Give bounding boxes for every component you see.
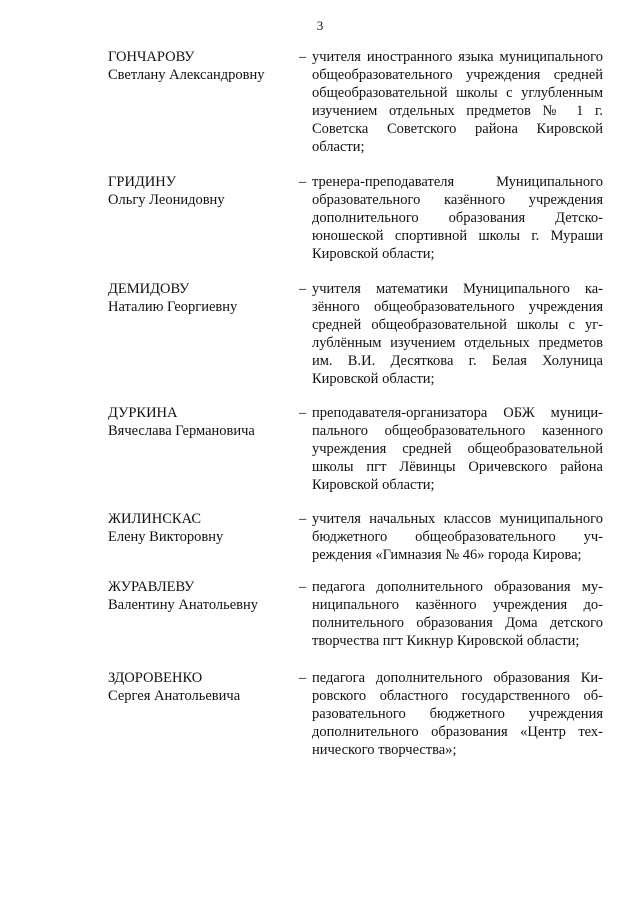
dash-separator: – — [299, 670, 307, 686]
given-names: Сергея Анатольевича — [108, 688, 241, 704]
given-names: Вячеслава Германовича — [108, 423, 255, 439]
position-description: тренера-преподавателя Муниципального образовательного казённого учреждения дополнительного образования Детско-юношеской спортивной школы г. Мураши Кировской области; — [312, 174, 603, 262]
position-description: педагога дополнительного образования Кировского областного государственного образовательного бюджетного учреждения дополнительного образования «Центр технического творчества»; — [312, 670, 603, 758]
position-description: учителя математики Муниципального казённого общеобразовательного учреждения средней общеобразовательной школы с углублённым изучением отдельных предметов им. В.И. Десяткова г. Белая Холуница Кировской области; — [312, 281, 603, 387]
person-name — [108, 280, 293, 316]
given-names: Наталию Георгиевну — [108, 299, 238, 315]
person-name — [108, 48, 293, 84]
position-description: педагога дополнительного образования муниципального казённого учреждения дополнительного образования Дома детского творчества пгт Кикнур Кировской области; — [312, 579, 603, 649]
person-name — [108, 669, 293, 705]
given-names: Елену Викторовну — [108, 529, 224, 545]
surname: ДУРКИНА — [108, 405, 178, 421]
dash-separator: – — [299, 174, 307, 190]
dash-separator: – — [299, 281, 307, 297]
dash-separator: – — [299, 511, 307, 527]
position-description: преподавателя-организатора ОБЖ муниципального общеобразовательного казенного учреждения средней общеобразовательной школы пгт Лёвинцы Оричевского района Кировской области; — [312, 405, 603, 493]
dash-separator: – — [299, 579, 307, 595]
position-description: учителя иностранного языка муниципального общеобразовательного учреждения средней общеобразовательной школы с углубленным изучением отдельных предметов № 1 г. Советска Советского района Кировской области; — [312, 49, 603, 155]
given-names: Светлану Александровну — [108, 67, 265, 83]
given-names: Валентину Анатольевну — [108, 597, 259, 613]
person-name — [108, 578, 293, 614]
surname: ЖУРАВЛЕВУ — [108, 579, 195, 595]
surname: ЖИЛИНСКАС — [108, 511, 202, 527]
person-name — [108, 510, 293, 546]
dash-separator: – — [299, 49, 307, 65]
person-name — [108, 173, 293, 209]
surname: ДЕМИДОВУ — [108, 281, 190, 297]
given-names: Ольгу Леонидовну — [108, 192, 225, 208]
position-description: учителя начальных классов муниципального бюджетного общеобразовательного учреждения «Гимназия № 46» города Кирова; — [312, 511, 603, 563]
page-number: 3 — [316, 18, 324, 33]
surname: ГОНЧАРОВУ — [108, 49, 195, 65]
surname: ГРИДИНУ — [108, 174, 177, 190]
dash-separator: – — [299, 405, 307, 421]
surname: ЗДОРОВЕНКО — [108, 670, 203, 686]
person-name — [108, 404, 293, 440]
